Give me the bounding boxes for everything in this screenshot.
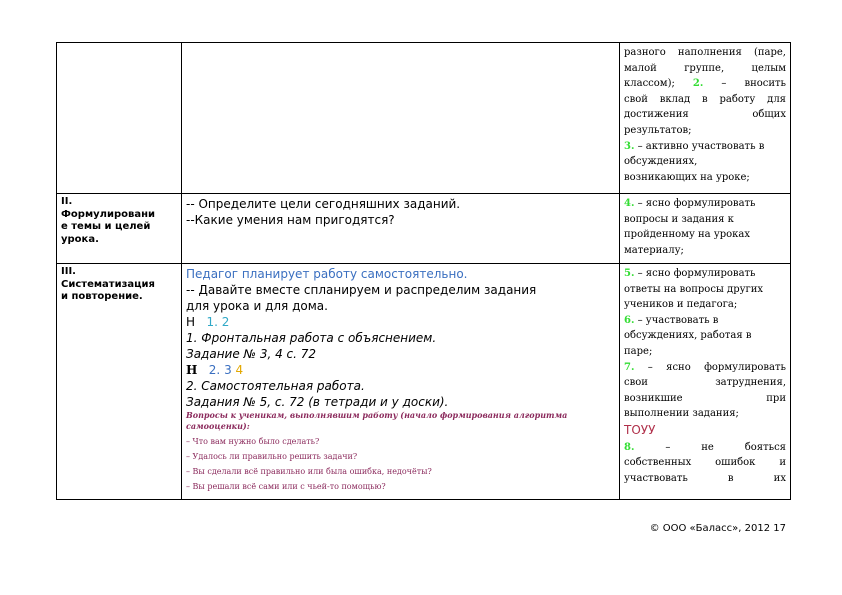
result-text: обсуждениях, bbox=[624, 156, 698, 168]
table-row bbox=[57, 264, 791, 500]
result-number: 3. bbox=[624, 140, 635, 152]
stage-title-line: Формулировани bbox=[61, 208, 155, 220]
level-number: 1. bbox=[206, 315, 218, 329]
lesson-plan-table bbox=[56, 42, 791, 500]
result-tag: ТОУУ bbox=[624, 422, 656, 437]
result-text: материалу; bbox=[624, 244, 684, 256]
stage-title-line: Систематизация bbox=[61, 278, 155, 290]
level-letter: Н bbox=[186, 363, 198, 377]
question-item: – Вы решали всё сами или с чьей-то помощью? bbox=[186, 482, 386, 491]
questions-heading: Вопросы к ученикам, выполнявшим работу (начало формирования алгоритма самооценки): bbox=[186, 410, 568, 431]
level-letter: Н bbox=[186, 315, 196, 329]
table-row bbox=[57, 194, 791, 264]
result-line bbox=[624, 92, 786, 108]
result-text: – ясно формулировать bbox=[634, 268, 756, 279]
content-cell bbox=[182, 194, 620, 264]
result-line bbox=[624, 196, 786, 212]
result-number: 8. bbox=[624, 441, 635, 453]
level-number: 2 bbox=[221, 315, 230, 329]
question-item: – Вы сделали всё правильно или была ошибка, недочёты? bbox=[186, 467, 432, 476]
result-text: вопросы и задания к bbox=[624, 213, 734, 225]
content-line: для урока и для дома. bbox=[186, 299, 328, 313]
result-text: возникающих на уроке; bbox=[624, 171, 750, 183]
stage-title-line: и повторение. bbox=[61, 291, 143, 302]
result-line bbox=[624, 45, 786, 61]
table-row bbox=[57, 43, 791, 194]
result-line bbox=[624, 328, 786, 344]
result-line bbox=[624, 344, 786, 360]
result-text: ответы на вопросы других bbox=[624, 283, 764, 295]
result-line bbox=[624, 61, 786, 77]
result-text: учеников и педагога; bbox=[624, 299, 738, 311]
result-line bbox=[624, 227, 786, 243]
result-number: 7. bbox=[624, 361, 635, 373]
stage-cell bbox=[57, 43, 182, 194]
content-cell bbox=[182, 43, 620, 194]
result-text: свои затруднения, bbox=[624, 377, 786, 389]
result-line bbox=[624, 313, 786, 329]
result-line bbox=[624, 266, 786, 282]
result-text: – ясно формулировать bbox=[634, 361, 786, 373]
question-item: – Что вам нужно было сделать? bbox=[186, 437, 320, 446]
content-line: -- Давайте вместе спланируем и распределим задания bbox=[186, 283, 537, 297]
result-text: – вносить bbox=[703, 78, 786, 90]
result-text: свой вклад в работу для bbox=[624, 93, 786, 105]
result-line bbox=[624, 440, 786, 456]
result-line bbox=[624, 375, 786, 391]
task-title: 2. Самостоятельная работа. bbox=[186, 379, 365, 393]
stage-cell bbox=[57, 264, 182, 500]
result-text: малой группе, целым bbox=[624, 62, 786, 74]
result-text: участвовать в их bbox=[624, 472, 786, 484]
result-line bbox=[624, 391, 786, 407]
result-line bbox=[624, 107, 786, 123]
result-line bbox=[624, 243, 786, 259]
stage-number: II. bbox=[61, 196, 73, 207]
result-line bbox=[624, 282, 786, 298]
task-detail: Задания № 5, с. 72 (в тетради и у доски). bbox=[186, 395, 449, 409]
copyright-footer: © ООО «Баласс», 2012 17 bbox=[649, 523, 786, 534]
result-text: возникшие при bbox=[624, 392, 786, 404]
result-text: результатов; bbox=[624, 124, 692, 136]
result-text: выполнении задания; bbox=[624, 408, 739, 420]
result-text: собственных ошибок и bbox=[624, 457, 786, 469]
result-text: – участвовать в bbox=[634, 314, 719, 326]
results-cell bbox=[620, 264, 791, 500]
level-markers bbox=[186, 362, 615, 378]
level-number: 3 bbox=[224, 363, 232, 377]
result-text: обсуждениях, работая в bbox=[624, 330, 752, 342]
results-cell bbox=[620, 194, 791, 264]
level-number: 2. bbox=[208, 363, 221, 377]
level-markers bbox=[186, 314, 615, 330]
result-number: 4. bbox=[624, 198, 635, 209]
content-cell bbox=[182, 264, 620, 500]
result-number: 5. bbox=[624, 268, 635, 279]
results-cell bbox=[620, 43, 791, 194]
stage-number: III. bbox=[61, 266, 76, 277]
level-number: 4 bbox=[235, 363, 244, 377]
task-title: 1. Фронтальная работа с объяснением. bbox=[186, 331, 437, 345]
result-text: – активно участвовать в bbox=[634, 140, 765, 152]
result-line bbox=[624, 406, 786, 422]
stage-title-line: урока. bbox=[61, 233, 99, 245]
stage-title-line: е темы и целей bbox=[61, 221, 151, 232]
result-line bbox=[624, 123, 786, 139]
result-line bbox=[624, 76, 786, 92]
task-detail: Задание № 3, 4 с. 72 bbox=[186, 347, 317, 361]
stage-cell bbox=[57, 194, 182, 264]
result-text: – не бояться bbox=[634, 441, 786, 453]
result-line bbox=[624, 154, 786, 170]
result-number: 6. bbox=[624, 314, 635, 326]
result-line bbox=[624, 471, 786, 487]
content-line: --Какие умения нам пригодятся? bbox=[186, 213, 395, 227]
result-line bbox=[624, 297, 786, 313]
result-line bbox=[624, 139, 786, 155]
result-line bbox=[624, 455, 786, 471]
result-number: 2. bbox=[692, 78, 704, 90]
content-line: -- Определите цели сегодняшних заданий. bbox=[186, 197, 461, 211]
result-line bbox=[624, 360, 786, 376]
question-item: – Удалось ли правильно решить задачи? bbox=[186, 452, 358, 461]
result-line bbox=[624, 170, 786, 186]
result-text: – ясно формулировать bbox=[634, 198, 756, 209]
result-line bbox=[624, 212, 786, 228]
teacher-note: Педагог планирует работу самостоятельно. bbox=[186, 267, 468, 281]
result-text: пройденному на уроках bbox=[624, 229, 750, 241]
result-text: разного наполнения (паре, bbox=[624, 47, 786, 58]
result-text: паре; bbox=[624, 345, 653, 357]
result-text: достижения общих bbox=[624, 109, 786, 121]
result-line bbox=[624, 422, 786, 440]
result-text: классом); bbox=[624, 78, 693, 90]
